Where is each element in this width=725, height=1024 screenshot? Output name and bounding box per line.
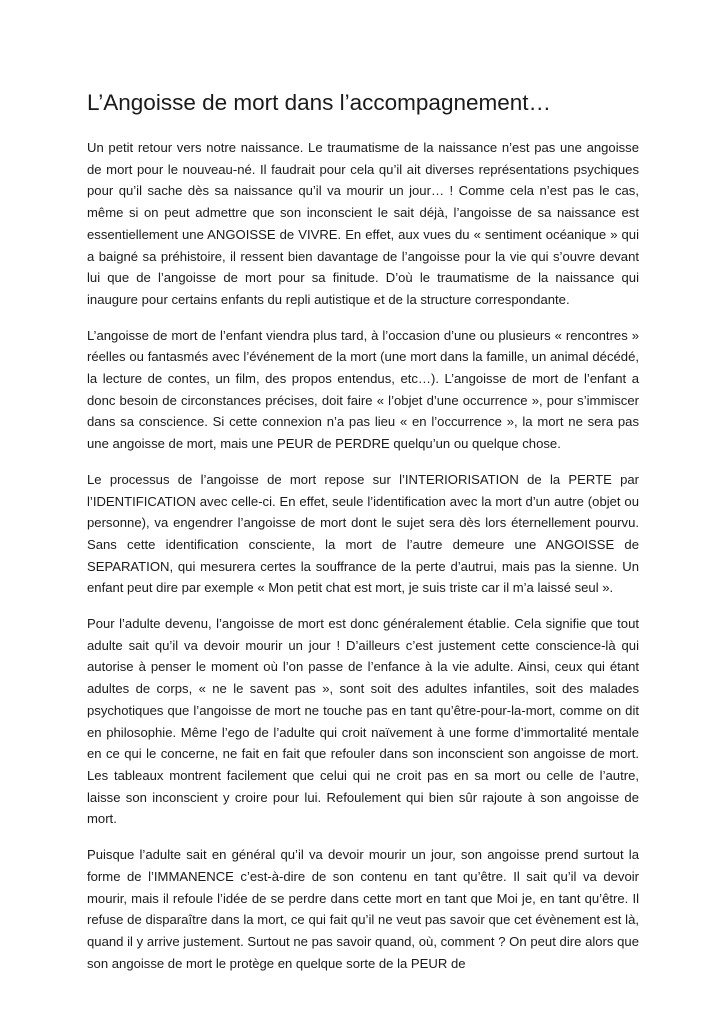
document-title: L’Angoisse de mort dans l’accompagnement… (87, 90, 552, 115)
document-body (87, 86, 639, 988)
paragraph-identification-process: Le processus de l’angoisse de mort repose sur l’INTERIORISATION de la PERTE par l’IDENTIFICATION avec celle-ci. En effet, seule l’identification avec la mort d’un autre (objet ou personne), va engendrer l’angoisse de mort dont le sujet sera dès lors éternellement pourvu. Sans cette identification consciente, la mort de l’autre demeure une ANGOISSE de SEPARATION, qui mesurera certes la souffrance de la perte d’autrui, mais pas la sienne. Un enfant peut dire par exemple « Mon petit chat est mort, je suis triste car il m’a laissé seul ». (87, 471, 639, 596)
paragraph-adult-anxiety: Pour l’adulte devenu, l’angoisse de mort est donc généralement établie. Cela signifie que tout adulte sait qu’il va devoir mourir un jour ! D’ailleurs c’est justement cette conscience-là qui autorise à penser le moment où l’on passe de l’enfance à la vie adulte. Ainsi, ceux qui étant adultes de corps, « ne le savent pas », sont soit des adultes infantiles, soit des malades psychotiques que l’angoisse de mort ne touche pas en tant qu’être-pour-la-mort, comme on dit en philosophie. Même l’ego de l’adulte qui croit naïvement à une forme d’immortalité mentale en ce qui le concerne, ne fait en fait que refouler dans son inconscient son angoisse de mort. Les tableaux montrent facilement que celui qui ne croit pas en sa mort ou celle de l’autre, laisse son inconscient y croire pour lui. Refoulement qui bien sûr rajoute à son angoisse de mort. (87, 616, 639, 827)
paragraph-immanence: Puisque l’adulte sait en général qu’il va devoir mourir un jour, son angoisse prend surtout la forme de l’IMMANENCE c’est-à-dire de son contenu en tant qu’être. Il sait qu’il va devoir mourir, mais il refoule l’idée de se perdre dans cette mort en tant que Moi je, en tant qu’être. Il refuse de disparaître dans la mort, ce qui fait qu’il ne veut pas savoir que cet évènement est là, quand il y arrive justement. Surtout ne pas savoir quand, où, comment ? On peut dire alors que son angoisse de mort le protège en quelque sorte de la PEUR de (87, 847, 639, 971)
paragraph-birth-trauma: Un petit retour vers notre naissance. Le traumatisme de la naissance n’est pas une angoisse de mort pour le nouveau-né. Il faudrait pour cela qu’il ait diverses représentations psychiques pour qu’il sache dès sa naissance qu’il va mourir un jour… ! Comme cela n’est pas le cas, même si on peut admettre que son inconscient le sait déjà, l’angoisse de sa naissance est essentiellement une ANGOISSE de VIVRE. En effet, aux vues du « sentiment océanique » qui a baigné sa préhistoire, il ressent bien davantage de l’angoisse pour la vie qui s’ouvre devant lui que de l’angoisse de mort pour sa finitude. D’où le traumatisme de la naissance qui inaugure pour certains enfants du repli autistique et de la structure correspondante. (87, 140, 639, 307)
paragraph-child-anxiety: L’angoisse de mort de l’enfant viendra plus tard, à l’occasion d’une ou plusieurs « rencontres » réelles ou fantasmés avec l’événement de la mort (une mort dans la famille, un animal décédé, la lecture de contes, un film, des propos entendus, etc…). L’angoisse de mort de l’enfant a donc besoin de circonstances précises, doit faire « l’objet d’une occurrence », pour s’immiscer dans sa conscience. Si cette connexion n’a pas lieu « en l’occurrence », la mort ne sera pas une angoisse de mort, mais une PEUR de PERDRE quelqu’un ou quelque chose. (87, 327, 639, 452)
